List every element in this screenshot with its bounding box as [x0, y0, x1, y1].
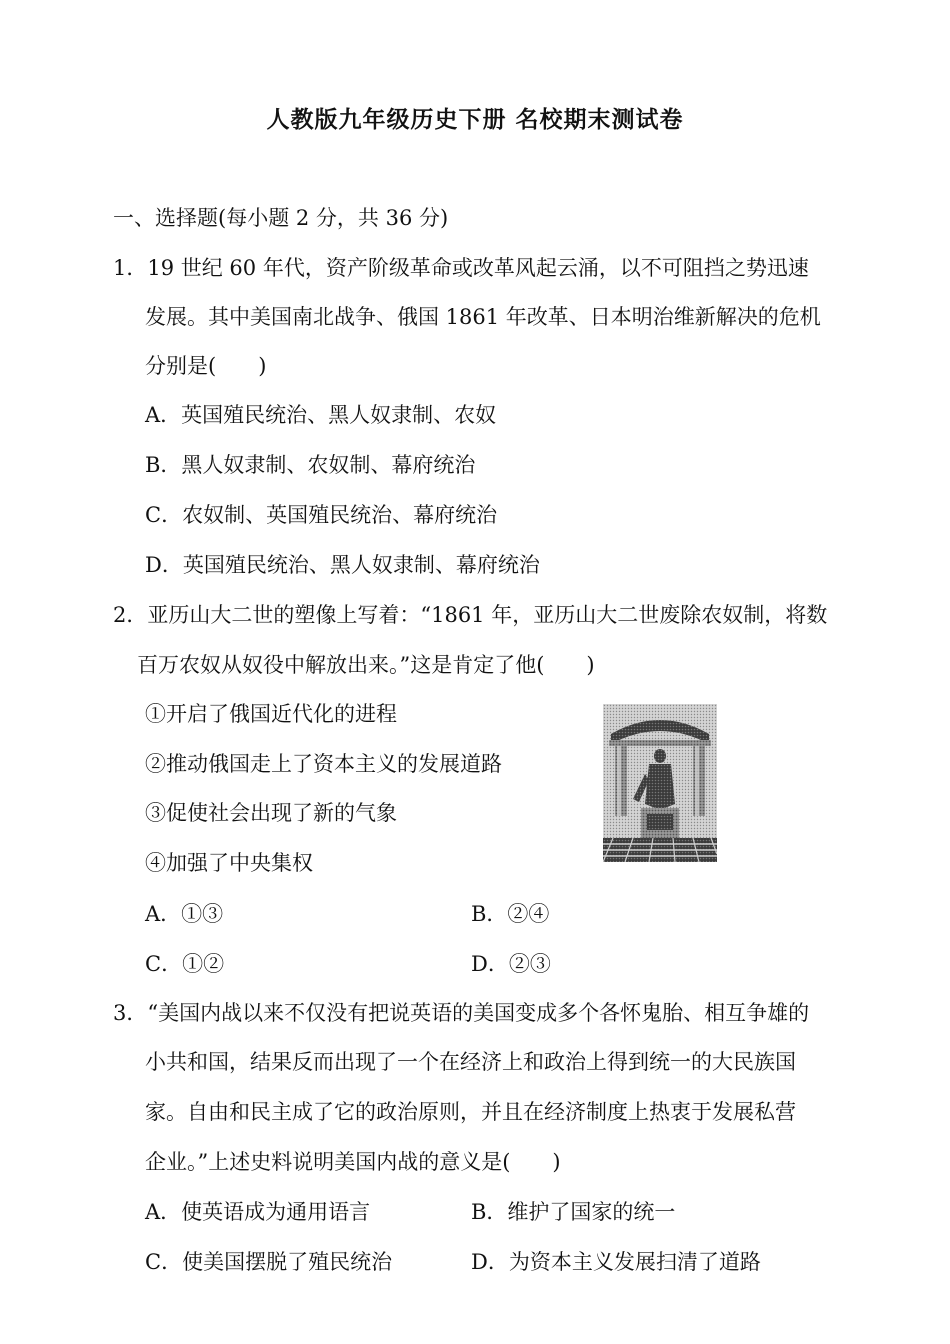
q3-option-d: D．为资本主义发展扫清了道路 [471, 1250, 761, 1274]
q2-statement-1: ①开启了俄国近代化的进程 [145, 702, 397, 726]
q2-option-a: A．①③ [145, 902, 224, 926]
q2-statement-4: ④加强了中央集权 [145, 851, 313, 875]
section-heading: 一、选择题(每小题 2 分，共 36 分) [113, 206, 449, 230]
q2-stem-line1: 2．亚历山大二世的塑像上写着：“1861 年，亚历山大二世废除农奴制，将数 [113, 603, 828, 627]
q1-option-b: B．黑人奴隶制、农奴制、幕府统治 [145, 453, 476, 477]
q3-option-c: C．使美国摆脱了殖民统治 [145, 1250, 393, 1274]
q2-option-b: B．②④ [471, 902, 550, 926]
q2-option-c: C．①② [145, 952, 225, 976]
q1-option-c: C．农奴制、英国殖民统治、幕府统治 [145, 503, 498, 527]
q3-stem-line1: 3．“美国内战以来不仅没有把说英语的美国变成多个各怀鬼胎、相互争雄的 [113, 1001, 810, 1025]
q3-stem-line3: 家。自由和民主成了它的政治原则，并且在经济制度上热衷于发展私营 [145, 1100, 796, 1124]
q3-stem-line2: 小共和国，结果反而出现了一个在经济上和政治上得到统一的大民族国 [145, 1050, 796, 1074]
q1-stem-line3: 分别是( ) [145, 354, 267, 378]
q3-option-b: B．维护了国家的统一 [471, 1200, 676, 1224]
q1-option-d: D．英国殖民统治、黑人奴隶制、幕府统治 [145, 553, 540, 577]
q2-option-d: D．②③ [471, 952, 551, 976]
statue-photo [603, 704, 717, 862]
q1-stem-line1: 1．19 世纪 60 年代，资产阶级革命或改革风起云涌，以不可阻挡之势迅速 [113, 256, 809, 280]
q2-statement-3: ③促使社会出现了新的气象 [145, 801, 397, 825]
q3-option-a: A．使英语成为通用语言 [145, 1200, 371, 1224]
page-title: 人教版九年级历史下册 名校期末测试卷 [266, 106, 684, 133]
q2-statement-2: ②推动俄国走上了资本主义的发展道路 [145, 752, 502, 776]
q1-option-a: A．英国殖民统治、黑人奴隶制、农奴 [145, 403, 497, 427]
q1-stem-line2: 发展。其中美国南北战争、俄国 1861 年改革、日本明治维新解决的危机 [145, 305, 821, 329]
q2-stem-line2: 百万农奴从奴役中解放出来。”这是肯定了他( ) [137, 653, 595, 677]
q3-stem-line4: 企业。”上述史料说明美国内战的意义是( ) [145, 1150, 561, 1174]
